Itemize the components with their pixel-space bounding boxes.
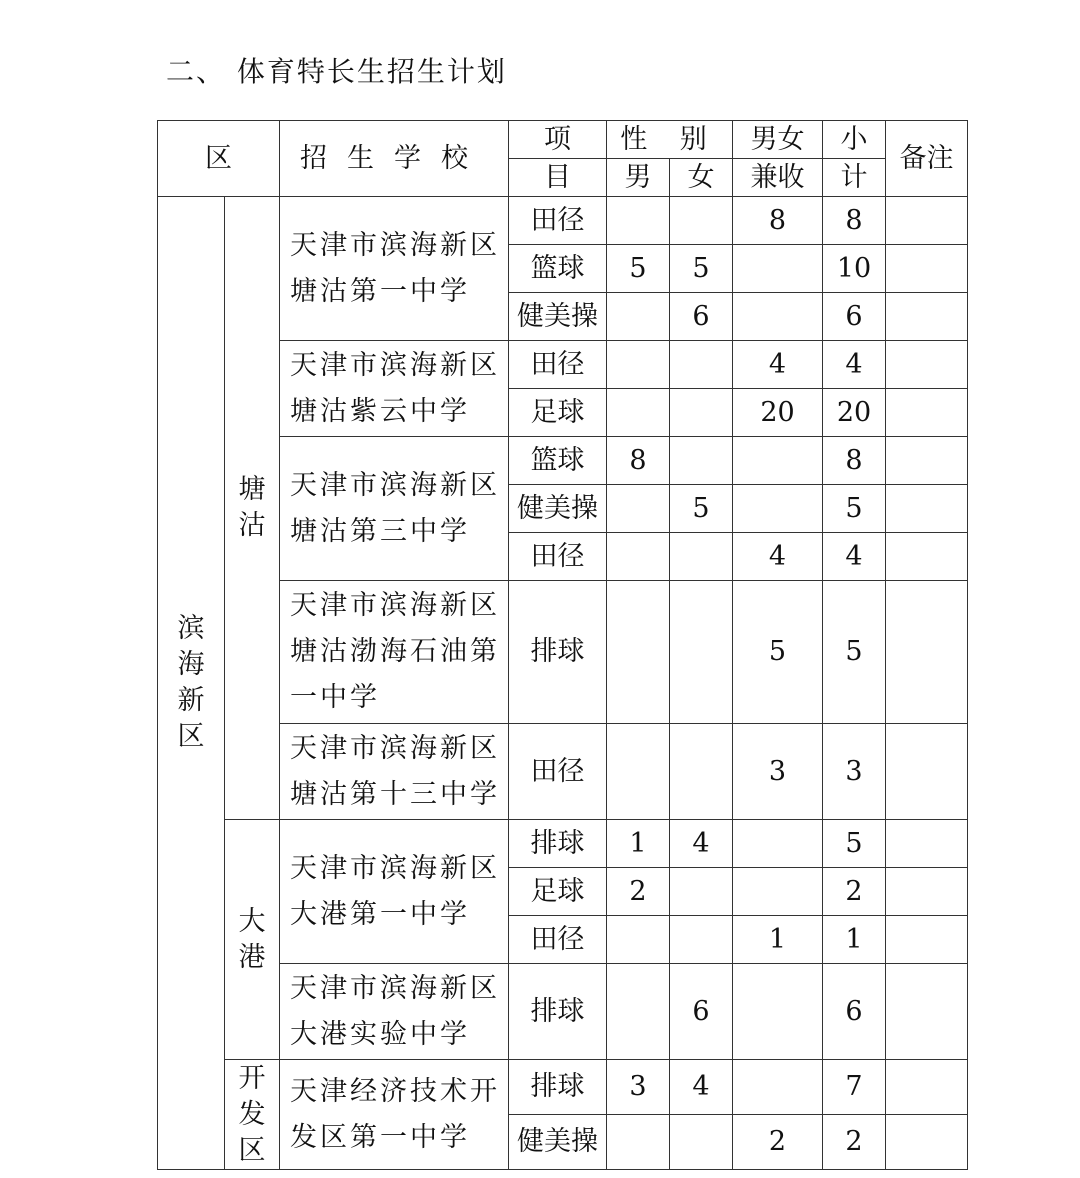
table-row xyxy=(158,1060,968,1115)
female-cell xyxy=(670,437,733,485)
both-cell: 4 xyxy=(733,533,823,581)
male-cell xyxy=(607,581,670,724)
both-cell: 1 xyxy=(733,916,823,964)
female-cell xyxy=(670,724,733,820)
male-cell xyxy=(607,341,670,389)
male-cell xyxy=(607,389,670,437)
male-cell xyxy=(607,533,670,581)
item-cell: 篮球 xyxy=(509,437,607,485)
both-cell xyxy=(733,437,823,485)
table-row xyxy=(158,437,968,485)
table-row xyxy=(158,341,968,389)
header-male: 男 xyxy=(607,159,670,197)
both-cell: 8 xyxy=(733,197,823,245)
male-cell xyxy=(607,485,670,533)
item-cell: 篮球 xyxy=(509,245,607,293)
table-row xyxy=(158,581,968,724)
subtotal-cell: 4 xyxy=(823,533,886,581)
both-cell xyxy=(733,245,823,293)
table-row xyxy=(158,820,968,868)
item-cell: 足球 xyxy=(509,389,607,437)
item-cell: 排球 xyxy=(509,820,607,868)
item-cell: 田径 xyxy=(509,341,607,389)
female-cell: 5 xyxy=(670,245,733,293)
subtotal-cell: 8 xyxy=(823,197,886,245)
item-cell: 田径 xyxy=(509,916,607,964)
female-cell xyxy=(670,916,733,964)
both-cell xyxy=(733,868,823,916)
both-cell: 5 xyxy=(733,581,823,724)
female-cell xyxy=(670,868,733,916)
enrollment-table xyxy=(157,120,968,1170)
header-remark: 备注 xyxy=(886,121,968,197)
remark-cell xyxy=(886,1060,968,1115)
header-subtotal-1: 小 xyxy=(823,121,886,159)
header-gender: 性 别 xyxy=(607,121,733,159)
school-cell: 天津市滨海新区塘沽第一中学 xyxy=(280,197,509,341)
district-cell: 滨海新区 xyxy=(158,197,225,1170)
male-cell xyxy=(607,293,670,341)
item-cell: 排球 xyxy=(509,581,607,724)
school-cell: 天津市滨海新区塘沽紫云中学 xyxy=(280,341,509,437)
both-cell xyxy=(733,293,823,341)
female-cell: 6 xyxy=(670,964,733,1060)
both-cell xyxy=(733,1060,823,1115)
remark-cell xyxy=(886,581,968,724)
item-cell: 健美操 xyxy=(509,485,607,533)
school-cell: 天津市滨海新区塘沽第三中学 xyxy=(280,437,509,581)
item-cell: 健美操 xyxy=(509,1115,607,1170)
both-cell: 3 xyxy=(733,724,823,820)
female-cell xyxy=(670,197,733,245)
table-row xyxy=(158,724,968,820)
subtotal-cell: 6 xyxy=(823,293,886,341)
item-cell: 排球 xyxy=(509,1060,607,1115)
header-district: 区 xyxy=(158,121,280,197)
remark-cell xyxy=(886,724,968,820)
female-cell xyxy=(670,533,733,581)
male-cell: 3 xyxy=(607,1060,670,1115)
female-cell: 4 xyxy=(670,820,733,868)
school-cell: 天津经济技术开发区第一中学 xyxy=(280,1060,509,1170)
both-cell: 4 xyxy=(733,341,823,389)
female-cell: 5 xyxy=(670,485,733,533)
both-cell xyxy=(733,485,823,533)
sub-district-cell: 开发区 xyxy=(225,1060,280,1170)
subtotal-cell: 20 xyxy=(823,389,886,437)
male-cell: 5 xyxy=(607,245,670,293)
header-row-1 xyxy=(158,121,968,159)
subtotal-cell: 3 xyxy=(823,724,886,820)
subtotal-cell: 6 xyxy=(823,964,886,1060)
subtotal-cell: 8 xyxy=(823,437,886,485)
male-cell xyxy=(607,724,670,820)
table-row xyxy=(158,964,968,1060)
header-school: 招生学校 xyxy=(280,121,509,197)
remark-cell xyxy=(886,245,968,293)
both-cell xyxy=(733,964,823,1060)
female-cell: 6 xyxy=(670,293,733,341)
header-item-2: 目 xyxy=(509,159,607,197)
male-cell xyxy=(607,916,670,964)
item-cell: 田径 xyxy=(509,533,607,581)
remark-cell xyxy=(886,485,968,533)
female-cell xyxy=(670,341,733,389)
both-cell xyxy=(733,820,823,868)
subtotal-cell: 10 xyxy=(823,245,886,293)
page-heading: 二、 体育特长生招生计划 xyxy=(166,55,507,88)
item-cell: 健美操 xyxy=(509,293,607,341)
item-cell: 足球 xyxy=(509,868,607,916)
female-cell: 4 xyxy=(670,1060,733,1115)
subtotal-cell: 5 xyxy=(823,581,886,724)
remark-cell xyxy=(886,964,968,1060)
subtotal-cell: 2 xyxy=(823,1115,886,1170)
both-cell: 2 xyxy=(733,1115,823,1170)
remark-cell xyxy=(886,341,968,389)
male-cell xyxy=(607,197,670,245)
sub-district-cell: 大港 xyxy=(225,820,280,1060)
both-cell: 20 xyxy=(733,389,823,437)
school-cell: 天津市滨海新区塘沽第十三中学 xyxy=(280,724,509,820)
header-subtotal-2: 计 xyxy=(823,159,886,197)
item-cell: 田径 xyxy=(509,724,607,820)
school-cell: 天津市滨海新区塘沽渤海石油第一中学 xyxy=(280,581,509,724)
remark-cell xyxy=(886,1115,968,1170)
remark-cell xyxy=(886,437,968,485)
remark-cell xyxy=(886,916,968,964)
remark-cell xyxy=(886,197,968,245)
female-cell xyxy=(670,1115,733,1170)
subtotal-cell: 2 xyxy=(823,868,886,916)
subtotal-cell: 5 xyxy=(823,820,886,868)
subtotal-cell: 1 xyxy=(823,916,886,964)
header-female: 女 xyxy=(670,159,733,197)
subtotal-cell: 7 xyxy=(823,1060,886,1115)
header-item-1: 项 xyxy=(509,121,607,159)
male-cell: 2 xyxy=(607,868,670,916)
female-cell xyxy=(670,389,733,437)
school-cell: 天津市滨海新区大港实验中学 xyxy=(280,964,509,1060)
male-cell: 8 xyxy=(607,437,670,485)
sub-district-cell: 塘沽 xyxy=(225,197,280,820)
subtotal-cell: 5 xyxy=(823,485,886,533)
subtotal-cell: 4 xyxy=(823,341,886,389)
remark-cell xyxy=(886,820,968,868)
header-both-1: 男女 xyxy=(733,121,823,159)
male-cell: 1 xyxy=(607,820,670,868)
male-cell xyxy=(607,964,670,1060)
remark-cell xyxy=(886,868,968,916)
male-cell xyxy=(607,1115,670,1170)
school-cell: 天津市滨海新区大港第一中学 xyxy=(280,820,509,964)
remark-cell xyxy=(886,389,968,437)
remark-cell xyxy=(886,533,968,581)
header-both-2: 兼收 xyxy=(733,159,823,197)
remark-cell xyxy=(886,293,968,341)
female-cell xyxy=(670,581,733,724)
item-cell: 田径 xyxy=(509,197,607,245)
table-row xyxy=(158,197,968,245)
item-cell: 排球 xyxy=(509,964,607,1060)
